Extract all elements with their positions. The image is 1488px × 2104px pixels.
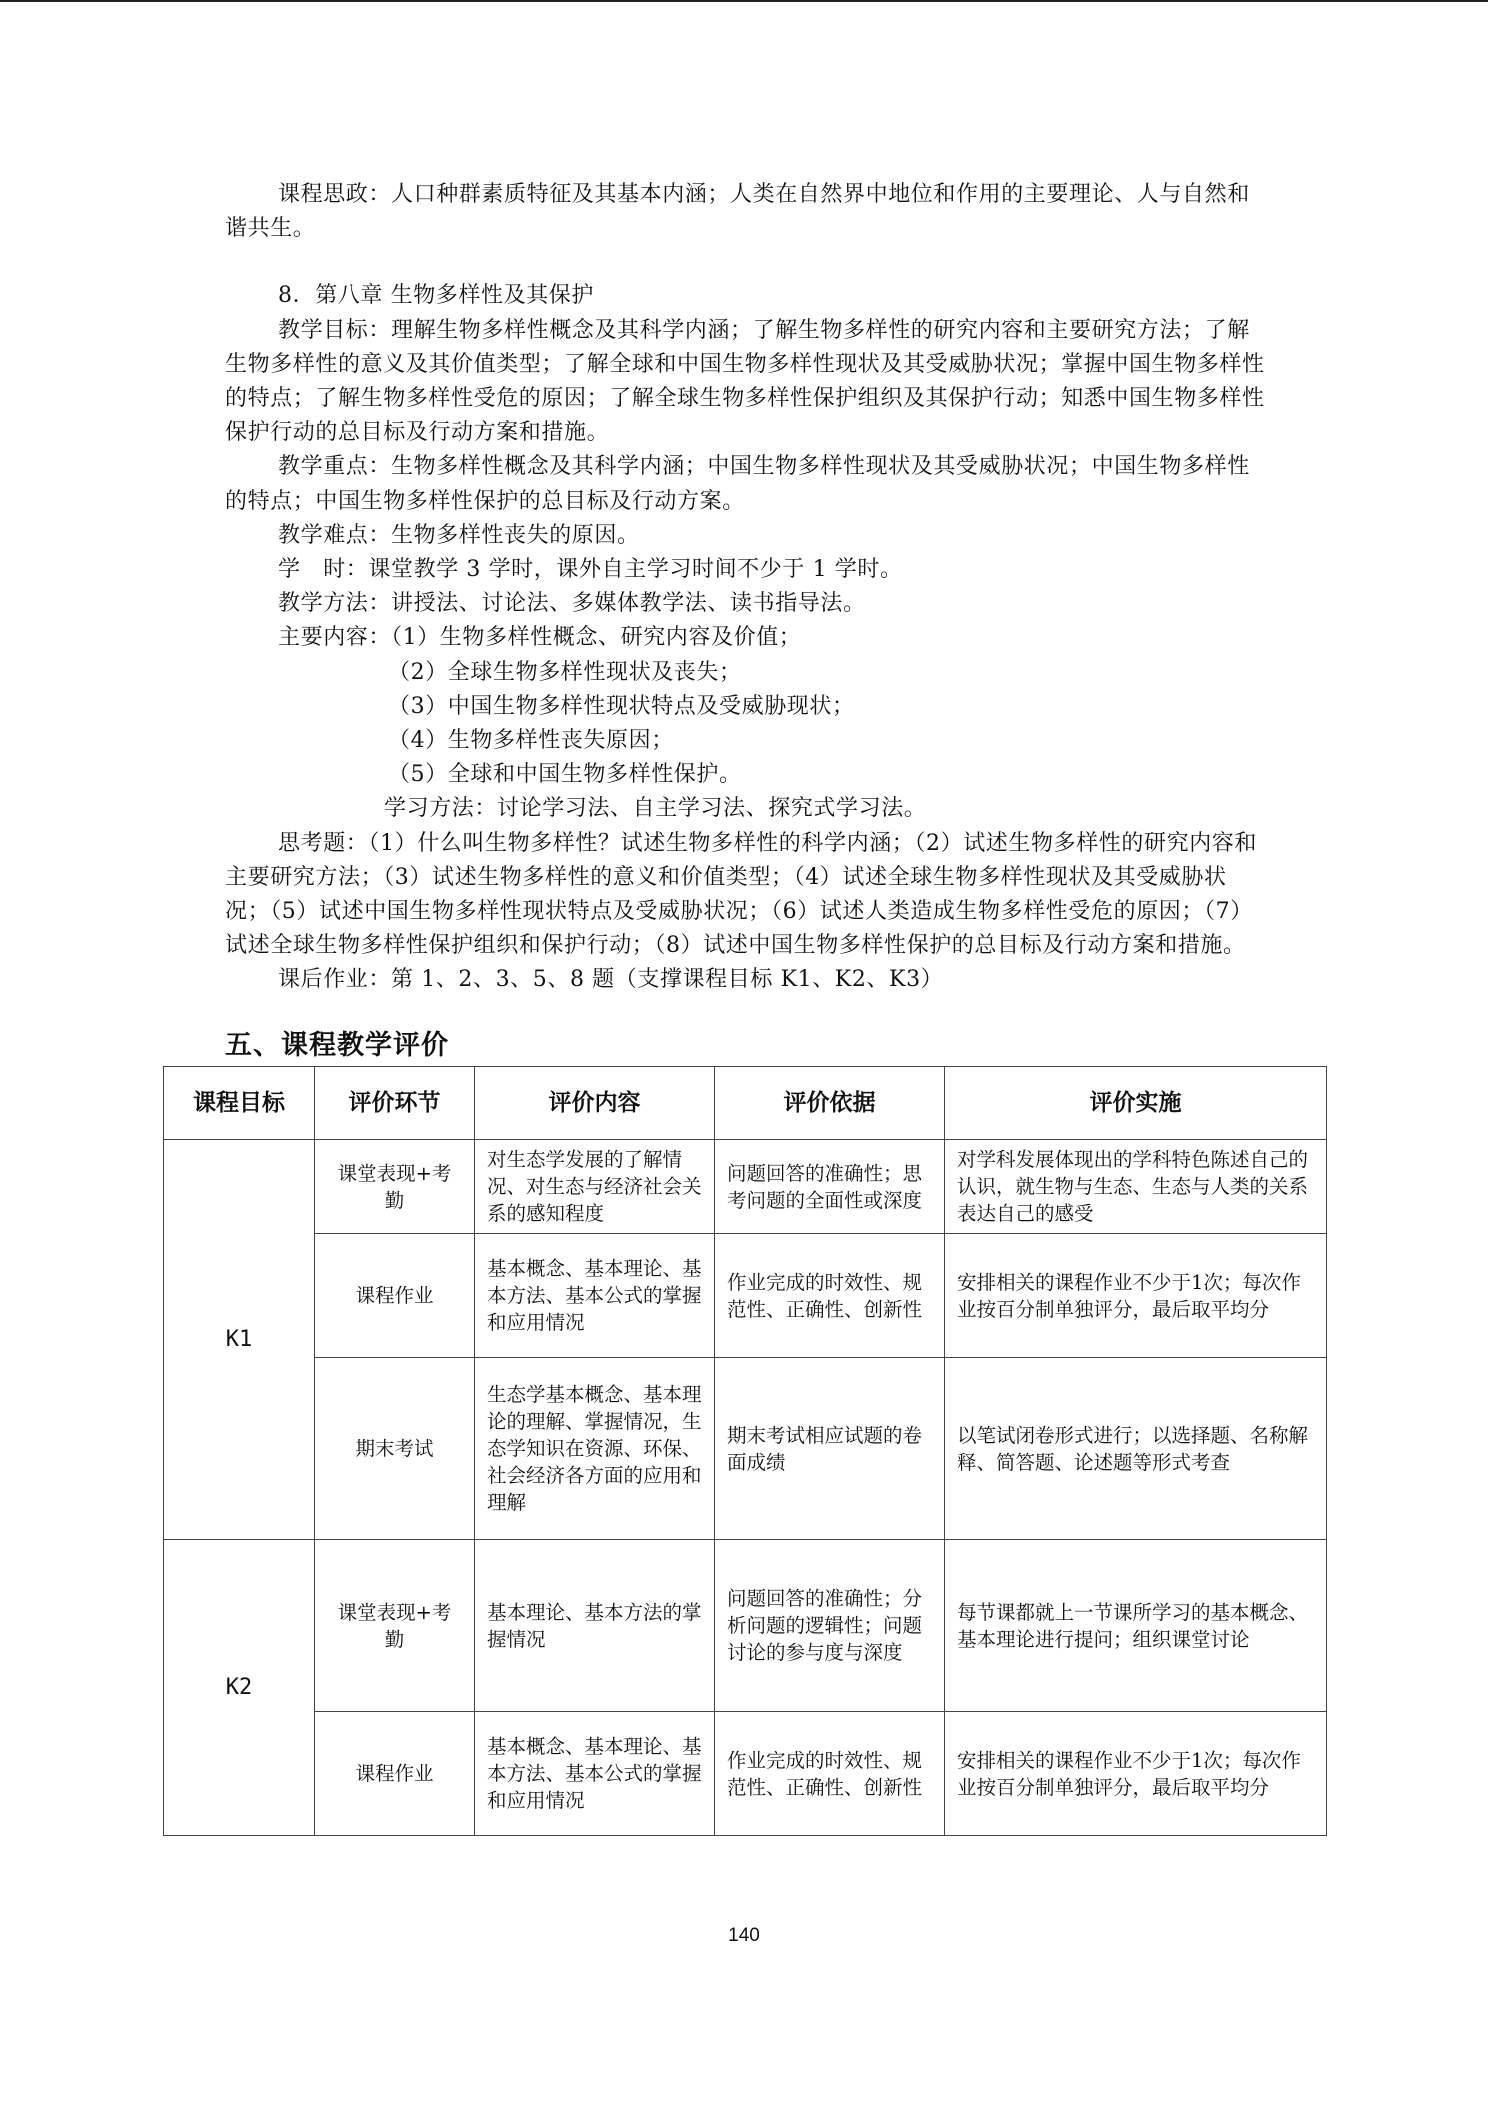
- evaluation-content-cell: 基本概念、基本理论、基本方法、基本公式的掌握和应用情况: [475, 1234, 715, 1358]
- paragraph: 教学方法：讲授法、讨论法、多媒体教学法、读书指导法。: [278, 591, 866, 617]
- header-link: 评价环节: [315, 1067, 475, 1140]
- paragraph: 学习方法：讨论学习法、自主学习法、探究式学习法。: [384, 796, 927, 822]
- paragraph: 主要内容：（1）生物多样性概念、研究内容及价值；: [278, 625, 802, 651]
- paragraph: 8．第八章 生物多样性及其保护: [278, 283, 594, 309]
- paragraph: （3）中国生物多样性现状特点及受威胁现状；: [388, 693, 855, 719]
- evaluation-link-cell: 课堂表现+考勤: [315, 1140, 475, 1234]
- table-row: [164, 1358, 1327, 1540]
- evaluation-link-cell: 期末考试: [315, 1358, 475, 1540]
- course-goal-cell: K2: [164, 1540, 315, 1836]
- evaluation-implementation-cell: 以笔试闭卷形式进行；以选择题、名称解释、简答题、论述题等形式考查: [945, 1358, 1327, 1540]
- evaluation-implementation-cell: 每节课都就上一节课所学习的基本概念、基本理论进行提问；组织课堂讨论: [945, 1540, 1327, 1712]
- paragraph: 课程思政：人口种群素质特征及其基本内涵；人类在自然界中地位和作用的主要理论、人与自然和谐共生。: [225, 182, 1250, 242]
- paragraph: 学 时：课堂教学 3 学时，课外自主学习时间不少于 1 学时。: [278, 557, 903, 583]
- paragraph: 教学难点：生物多样性丧失的原因。: [278, 522, 640, 548]
- table-row: [164, 1540, 1327, 1712]
- header-goal: 课程目标: [164, 1067, 315, 1140]
- paragraph: （4）生物多样性丧失原因；: [388, 728, 674, 754]
- header-content: 评价内容: [475, 1067, 715, 1140]
- paragraph: 教学重点：生物多样性概念及其科学内涵；中国生物多样性现状及其受威胁状况；中国生物多样性的特点；中国生物多样性保护的总目标及行动方案。: [225, 454, 1250, 514]
- evaluation-link-cell: 课程作业: [315, 1712, 475, 1836]
- evaluation-content-cell: 基本理论、基本方法的掌握情况: [475, 1540, 715, 1712]
- evaluation-basis-cell: 作业完成的时效性、规范性、正确性、创新性: [715, 1234, 945, 1358]
- evaluation-content-cell: 生态学基本概念、基本理论的理解、掌握情况，生态学知识在资源、环保、社会经济各方面的应用和理解: [475, 1358, 715, 1540]
- body-text: [225, 178, 1265, 998]
- paragraph-spacer: [225, 246, 1265, 279]
- evaluation-link-cell: 课堂表现+考勤: [315, 1540, 475, 1712]
- paragraph: 教学目标：理解生物多样性概念及其科学内涵；了解生物多样性的研究内容和主要研究方法；了解生物多样性的意义及其价值类型；了解全球和中国生物多样性现状及其受威胁状况；掌握中国生物多样性的特点；了解生物多样性受危的原因；了解全球生物多样性保护组织及其保护行动；知悉中国生物多样性保护行动的总目标及行动方案和措施。: [225, 317, 1265, 446]
- evaluation-basis-cell: 问题回答的准确性；分析问题的逻辑性；问题讨论的参与度与深度: [715, 1540, 945, 1712]
- course-goal-cell: K1: [164, 1140, 315, 1540]
- section-heading: 五、课程教学评价: [225, 1030, 449, 1061]
- page-number: 140: [728, 1925, 760, 1946]
- evaluation-implementation-cell: 安排相关的课程作业不少于1次；每次作业按百分制单独评分，最后取平均分: [945, 1712, 1327, 1836]
- header-implementation: 评价实施: [945, 1067, 1327, 1140]
- table-header-row: [164, 1067, 1327, 1140]
- top-border-line: [0, 0, 1488, 2]
- header-basis: 评价依据: [715, 1067, 945, 1140]
- evaluation-content-cell: 基本概念、基本理论、基本方法、基本公式的掌握和应用情况: [475, 1712, 715, 1836]
- evaluation-implementation-cell: 安排相关的课程作业不少于1次；每次作业按百分制单独评分，最后取平均分: [945, 1234, 1327, 1358]
- paragraph: 课后作业：第 1、2、3、5、8 题（支撑课程目标 K1、K2、K3）: [278, 967, 944, 993]
- table-row: [164, 1234, 1327, 1358]
- evaluation-link-cell: 课程作业: [315, 1234, 475, 1358]
- evaluation-content-cell: 对生态学发展的了解情况、对生态与经济社会关系的感知程度: [475, 1140, 715, 1234]
- paragraph: （2）全球生物多样性现状及丧失；: [388, 659, 742, 685]
- table-body: [164, 1140, 1327, 1836]
- evaluation-basis-cell: 期末考试相应试题的卷面成绩: [715, 1358, 945, 1540]
- evaluation-table: [163, 1066, 1327, 1836]
- evaluation-implementation-cell: 对学科发展体现出的学科特色陈述自己的认识，就生物与生态、生态与人类的关系表达自己的感受: [945, 1140, 1327, 1234]
- table-row: [164, 1712, 1327, 1836]
- paragraph: （5）全球和中国生物多样性保护。: [388, 762, 742, 788]
- paragraph: 思考题：（1）什么叫生物多样性？试述生物多样性的科学内涵；（2）试述生物多样性的研究内容和主要研究方法；（3）试述生物多样性的意义和价值类型；（4）试述全球生物多样性现状及其受威胁状况；（5）试述中国生物多样性现状特点及受威胁状况；（6）试述人类造成生物多样性受危的原因；（7）试述全球生物多样性保护组织和保护行动；（8）试述中国生物多样性保护的总目标及行动方案和措施。: [225, 830, 1257, 959]
- table-row: [164, 1140, 1327, 1234]
- evaluation-basis-cell: 作业完成的时效性、规范性、正确性、创新性: [715, 1712, 945, 1836]
- evaluation-basis-cell: 问题回答的准确性；思考问题的全面性或深度: [715, 1140, 945, 1234]
